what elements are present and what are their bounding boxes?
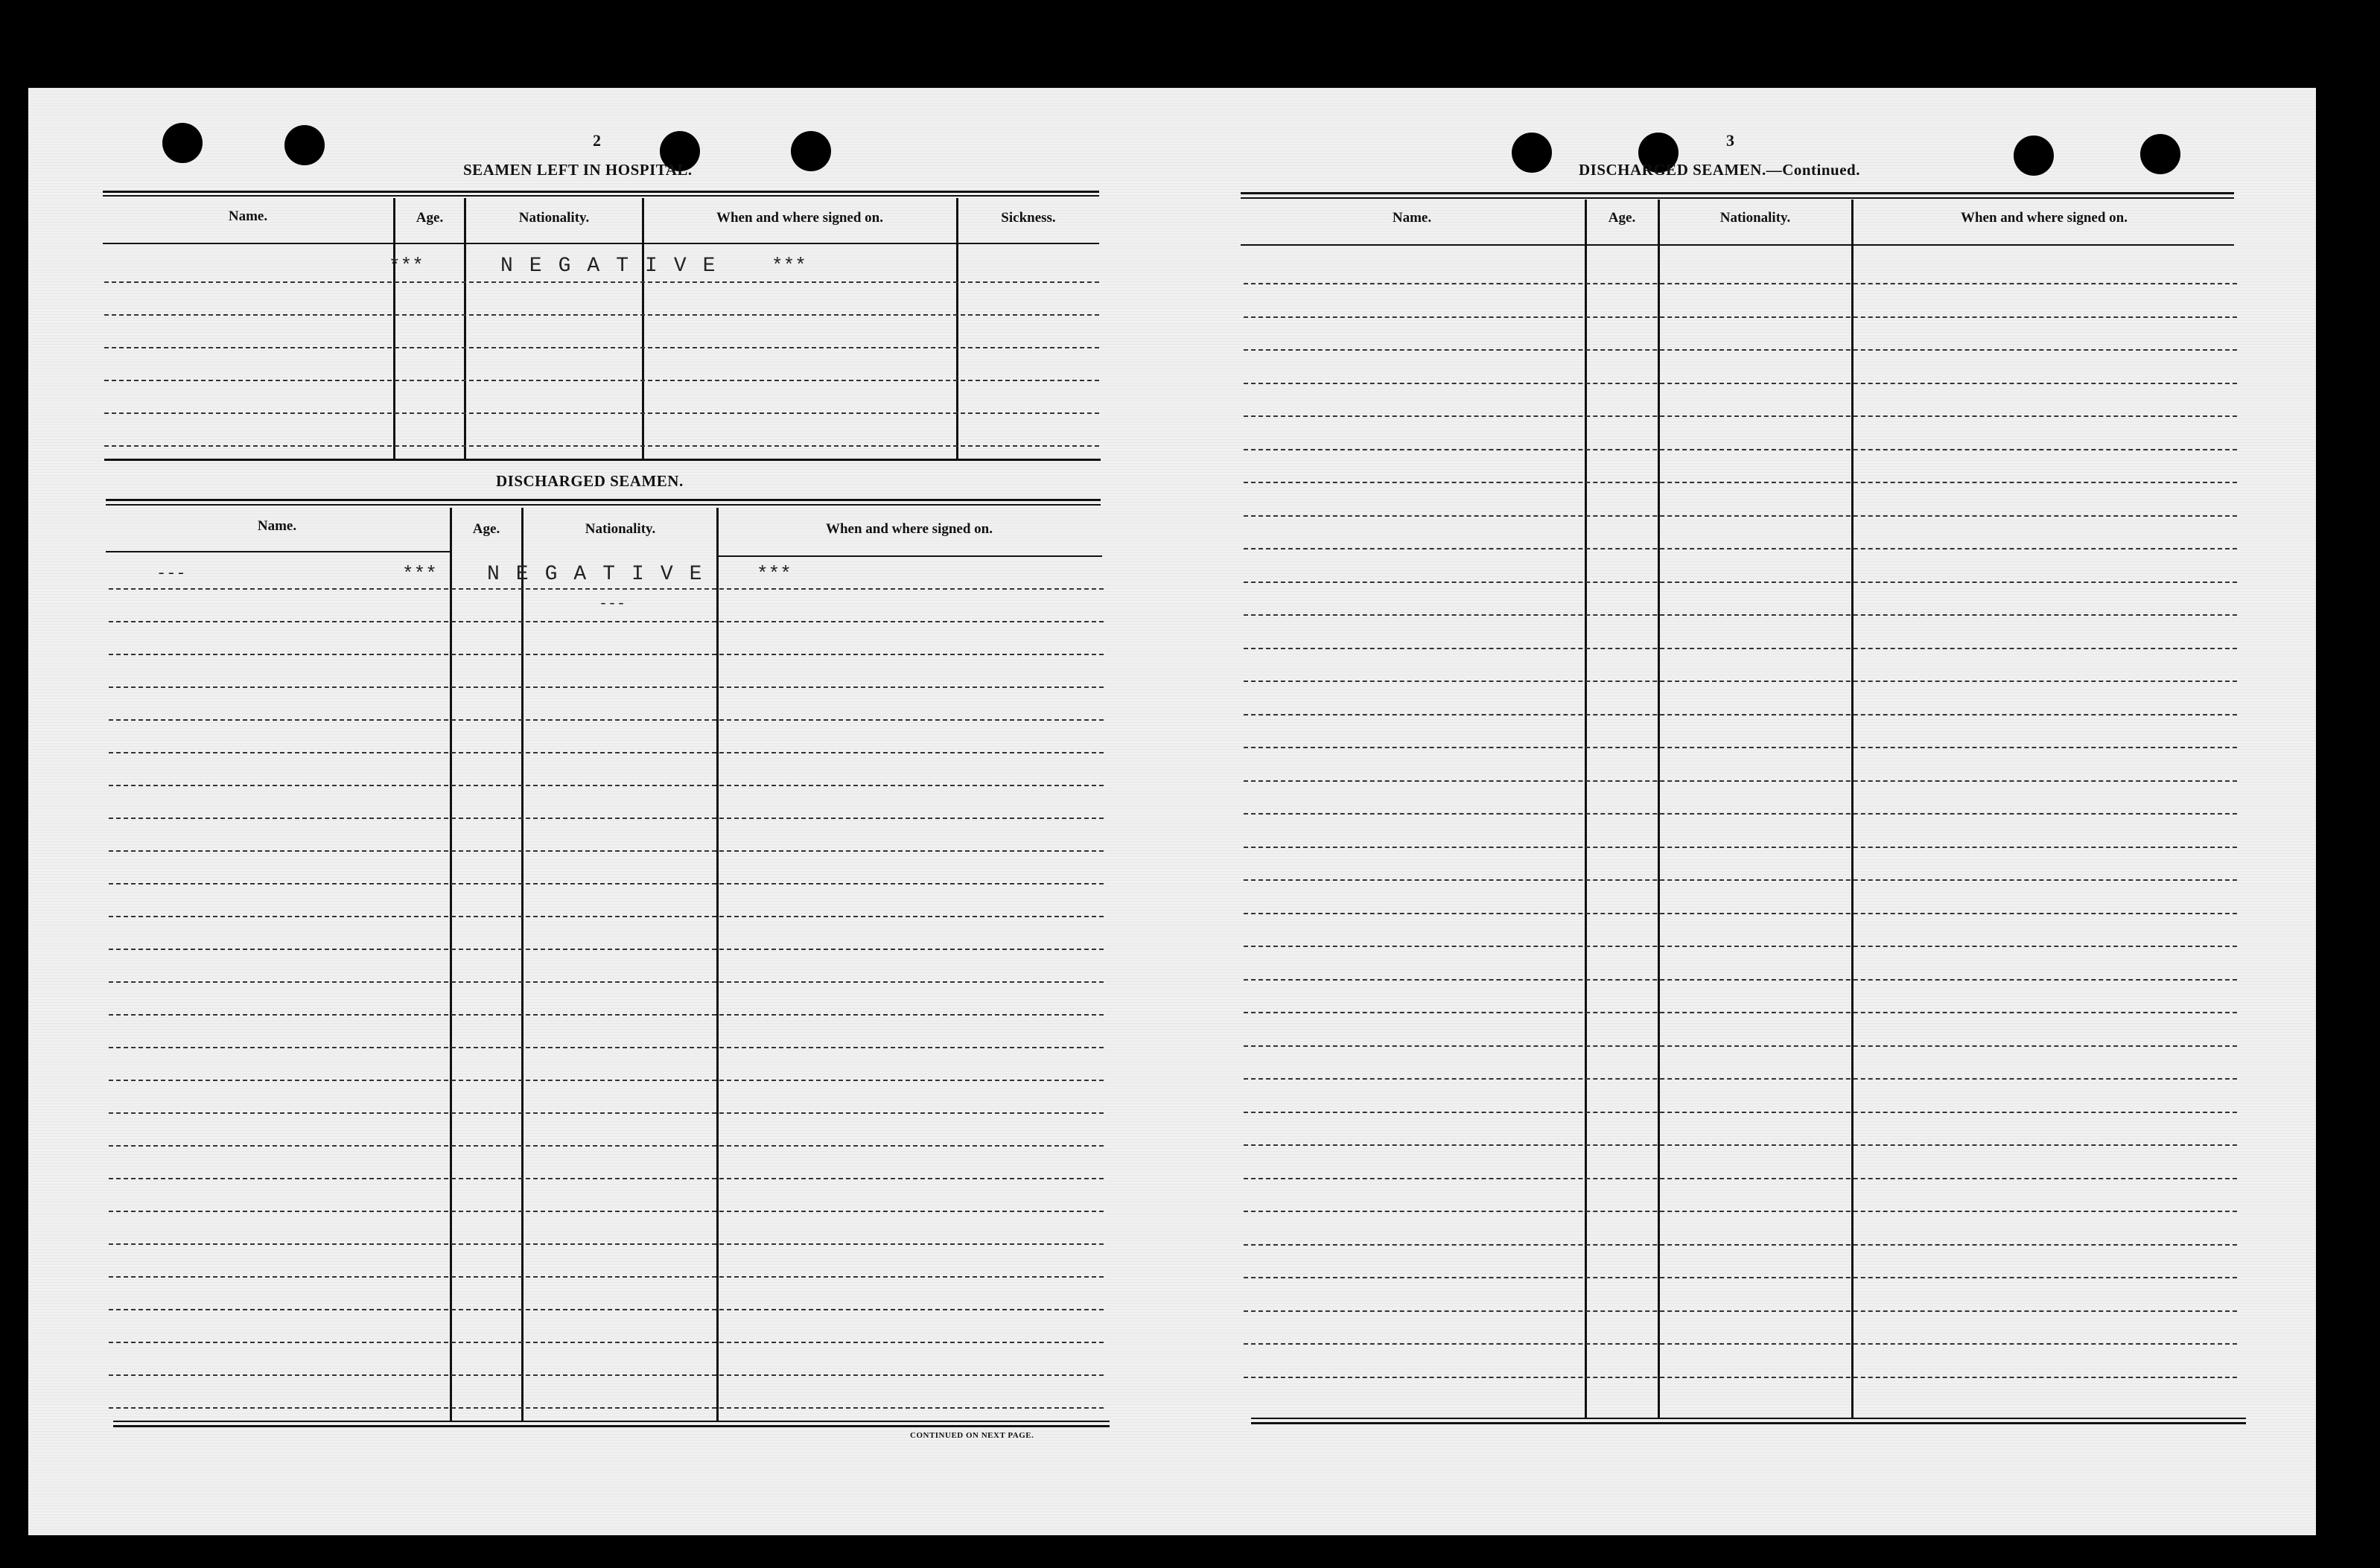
- right-row-line: [1244, 581, 2237, 583]
- page-number-right: 3: [1726, 131, 1734, 150]
- discharged-row-line: [109, 686, 1104, 688]
- hospital-top-rule: [103, 191, 1099, 193]
- discharged-row-line: [109, 1145, 1104, 1147]
- discharged-section-title: DISCHARGED SEAMEN.: [496, 472, 684, 490]
- discharged-under-dash: ---: [599, 596, 626, 613]
- right-row-line: [1244, 747, 2237, 748]
- right-row-line: [1244, 979, 2237, 981]
- punch-hole: [162, 123, 203, 163]
- right-row-line: [1244, 1178, 2237, 1179]
- hospital-top-rule-2: [103, 195, 1099, 197]
- discharged-row-line: [109, 752, 1104, 753]
- discharged-col-divider: [521, 508, 524, 1422]
- right-row-line: [1244, 1012, 2237, 1013]
- right-row-line: [1244, 283, 2237, 284]
- discharged-row-line: [109, 981, 1104, 983]
- discharged-typed-negative: NEGATIVE: [487, 563, 719, 586]
- discharged-row-line: [109, 1014, 1104, 1016]
- continued-section-title: DISCHARGED SEAMEN.—Continued.: [1579, 161, 1860, 179]
- hospital-row-line: [104, 445, 1099, 447]
- discharged-row-line: [109, 1374, 1104, 1376]
- right-header-name: Name.: [1392, 210, 1432, 226]
- discharged-row-line: [109, 883, 1104, 885]
- right-bottom-rule: [1251, 1418, 2246, 1419]
- right-row-line: [1244, 449, 2237, 450]
- right-row-line: [1244, 415, 2237, 417]
- discharged-bottom-rule-2: [113, 1425, 1110, 1427]
- right-row-line: [1244, 681, 2237, 682]
- hospital-row-line: [104, 314, 1099, 316]
- right-row-line: [1244, 1377, 2237, 1378]
- discharged-row-line: [109, 1047, 1104, 1048]
- hospital-header-signed-on: When and where signed on.: [716, 210, 883, 226]
- form-sheet: [28, 88, 2316, 1535]
- discharged-row-line: [109, 588, 1104, 590]
- punch-hole: [284, 125, 325, 165]
- right-row-line: [1244, 548, 2237, 549]
- discharged-row-line: [109, 1309, 1104, 1310]
- right-row-line: [1244, 316, 2237, 318]
- hospital-header-age: Age.: [416, 210, 444, 226]
- discharged-row-line: [109, 818, 1104, 819]
- punch-hole: [791, 131, 831, 171]
- discharged-row-line: [109, 1211, 1104, 1212]
- right-row-line: [1244, 847, 2237, 848]
- right-row-line: [1244, 1277, 2237, 1278]
- discharged-row-line: [109, 1243, 1104, 1245]
- right-row-line: [1244, 946, 2237, 947]
- right-row-line: [1244, 614, 2237, 616]
- right-top-rule-2: [1241, 197, 2234, 199]
- hospital-col-divider: [642, 198, 644, 460]
- right-header-age: Age.: [1608, 210, 1636, 226]
- punch-hole: [2014, 136, 2054, 176]
- discharged-row-line: [109, 916, 1104, 917]
- hospital-header-underline: [103, 243, 1099, 244]
- discharged-bottom-rule: [113, 1421, 1110, 1422]
- right-row-line: [1244, 913, 2237, 914]
- continued-footer: CONTINUED ON NEXT PAGE.: [910, 1431, 1034, 1440]
- right-row-line: [1244, 349, 2237, 351]
- right-row-line: [1244, 1211, 2237, 1212]
- discharged-row-line: [109, 1407, 1104, 1409]
- discharged-top-rule-2: [106, 504, 1101, 506]
- hospital-row-line: [104, 281, 1099, 283]
- right-top-rule: [1241, 192, 2234, 194]
- discharged-col-divider: [716, 508, 719, 1422]
- discharged-stars-left: ***: [402, 563, 437, 585]
- hospital-stars-left: ***: [389, 255, 424, 277]
- right-bottom-rule-2: [1251, 1422, 2246, 1424]
- right-row-line: [1244, 482, 2237, 483]
- discharged-row-line: [109, 1342, 1104, 1343]
- hospital-row-line: [104, 347, 1099, 348]
- right-row-line: [1244, 1112, 2237, 1113]
- hospital-section-title: SEAMEN LEFT IN HOSPITAL.: [463, 161, 693, 179]
- hospital-col-divider: [956, 198, 958, 460]
- right-header-signed-on: When and where signed on.: [1960, 210, 2128, 226]
- discharged-header-signed-on: When and where signed on.: [825, 521, 993, 537]
- discharged-row-line: [109, 654, 1104, 655]
- punch-hole: [2140, 134, 2180, 174]
- right-row-line: [1244, 383, 2237, 384]
- hospital-header-nationality: Nationality.: [518, 210, 590, 226]
- hospital-stars-right: ***: [771, 255, 806, 277]
- discharged-name-dash: ---: [156, 564, 186, 583]
- discharged-row-line: [109, 621, 1104, 622]
- right-row-line: [1244, 1144, 2237, 1146]
- discharged-header-underline-rest: [718, 555, 1102, 557]
- discharged-row-line: [109, 785, 1104, 786]
- discharged-row-line: [109, 1080, 1104, 1081]
- discharged-header-age: Age.: [472, 521, 500, 537]
- right-header-underline: [1241, 244, 2234, 246]
- hospital-col-divider: [393, 198, 395, 460]
- right-row-line: [1244, 1244, 2237, 1246]
- hospital-header-sickness: Sickness.: [1001, 210, 1056, 226]
- right-row-line: [1244, 648, 2237, 649]
- right-row-line: [1244, 1343, 2237, 1345]
- right-row-line: [1244, 1045, 2237, 1047]
- punch-hole: [1512, 133, 1552, 173]
- right-row-line: [1244, 714, 2237, 716]
- discharged-header-name: Name.: [257, 518, 297, 534]
- discharged-row-line: [109, 850, 1104, 852]
- right-row-line: [1244, 1078, 2237, 1080]
- hospital-typed-negative: NEGATIVE: [500, 255, 732, 278]
- right-row-line: [1244, 780, 2237, 782]
- discharged-top-rule: [106, 499, 1101, 501]
- discharged-row-line: [109, 719, 1104, 721]
- right-row-line: [1244, 515, 2237, 517]
- hospital-row-line: [104, 380, 1099, 381]
- discharged-stars-right: ***: [757, 563, 792, 585]
- right-row-line: [1244, 1310, 2237, 1312]
- right-row-line: [1244, 879, 2237, 881]
- discharged-header-nationality: Nationality.: [585, 521, 656, 537]
- discharged-row-line: [109, 1112, 1104, 1114]
- discharged-row-line: [109, 949, 1104, 950]
- page-number-left: 2: [593, 131, 601, 150]
- discharged-row-line: [109, 1178, 1104, 1179]
- hospital-row-line: [104, 412, 1099, 414]
- hospital-col-divider: [464, 198, 466, 460]
- right-header-nationality: Nationality.: [1719, 210, 1791, 226]
- hospital-header-name: Name.: [228, 208, 268, 224]
- right-row-line: [1244, 813, 2237, 815]
- hospital-bottom-rule: [104, 459, 1101, 461]
- discharged-col-divider: [450, 508, 452, 1422]
- discharged-row-line: [109, 1276, 1104, 1278]
- discharged-header-underline-name: [106, 551, 450, 552]
